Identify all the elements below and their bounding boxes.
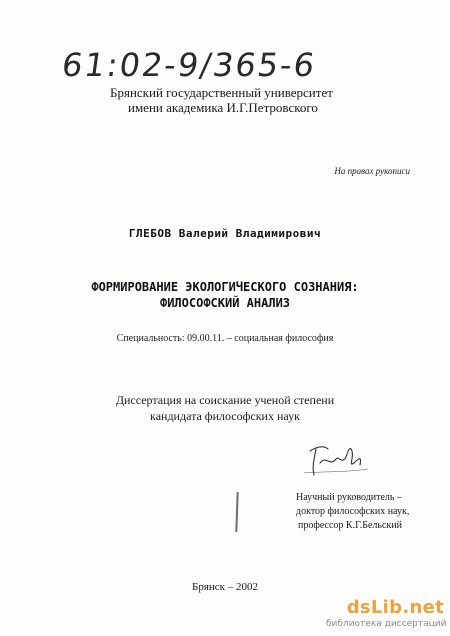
dslib-watermark — [326, 597, 447, 630]
specialty-line: Специальность: 09.00.11. – социальная философия — [116, 333, 334, 344]
advisor-line-3: профессор К.Г.Бельский — [298, 520, 402, 531]
degree-line-2: кандидата философских наук — [150, 409, 300, 423]
catalog-number-text: 61:02-9/365-6 — [59, 46, 319, 84]
degree-statement — [0, 392, 450, 424]
university-line-1: Брянский государственный университет — [110, 85, 333, 100]
watermark-brand-net: .net — [402, 597, 444, 618]
watermark-subtitle: библиотека диссертаций — [326, 619, 447, 629]
city-and-year: Брянск – 2002 — [192, 581, 258, 593]
watermark-logo — [326, 598, 444, 618]
margin-pen-mark — [235, 492, 238, 532]
degree-line-1: Диссертация на соискание ученой степени — [115, 393, 335, 407]
watermark-brand-ds: ds — [346, 597, 371, 618]
advisor-line-2: доктор философских наук, — [296, 506, 410, 517]
advisor-line-1: Научный руководитель – — [296, 492, 402, 503]
university-line-2: имени академика И.Г.Петровского — [128, 100, 318, 115]
title-line-1: ФОРМИРОВАНИЕ ЭКОЛОГИЧЕСКОГО СОЗНАНИЯ: — [91, 280, 359, 294]
handwritten-catalog-number — [59, 46, 327, 86]
title-line-2: ФИЛОСОФСКИЙ АНАЛИЗ — [159, 296, 291, 310]
scientific-advisor — [296, 491, 446, 533]
handwritten-signature — [302, 437, 372, 482]
university-name — [110, 85, 380, 115]
watermark-brand-lib: Lib — [370, 597, 403, 618]
author-name: ГЛЕБОВ Валерий Владимирович — [128, 227, 322, 240]
rights-note: На правах рукописи — [334, 166, 410, 176]
dissertation-title — [0, 279, 450, 311]
